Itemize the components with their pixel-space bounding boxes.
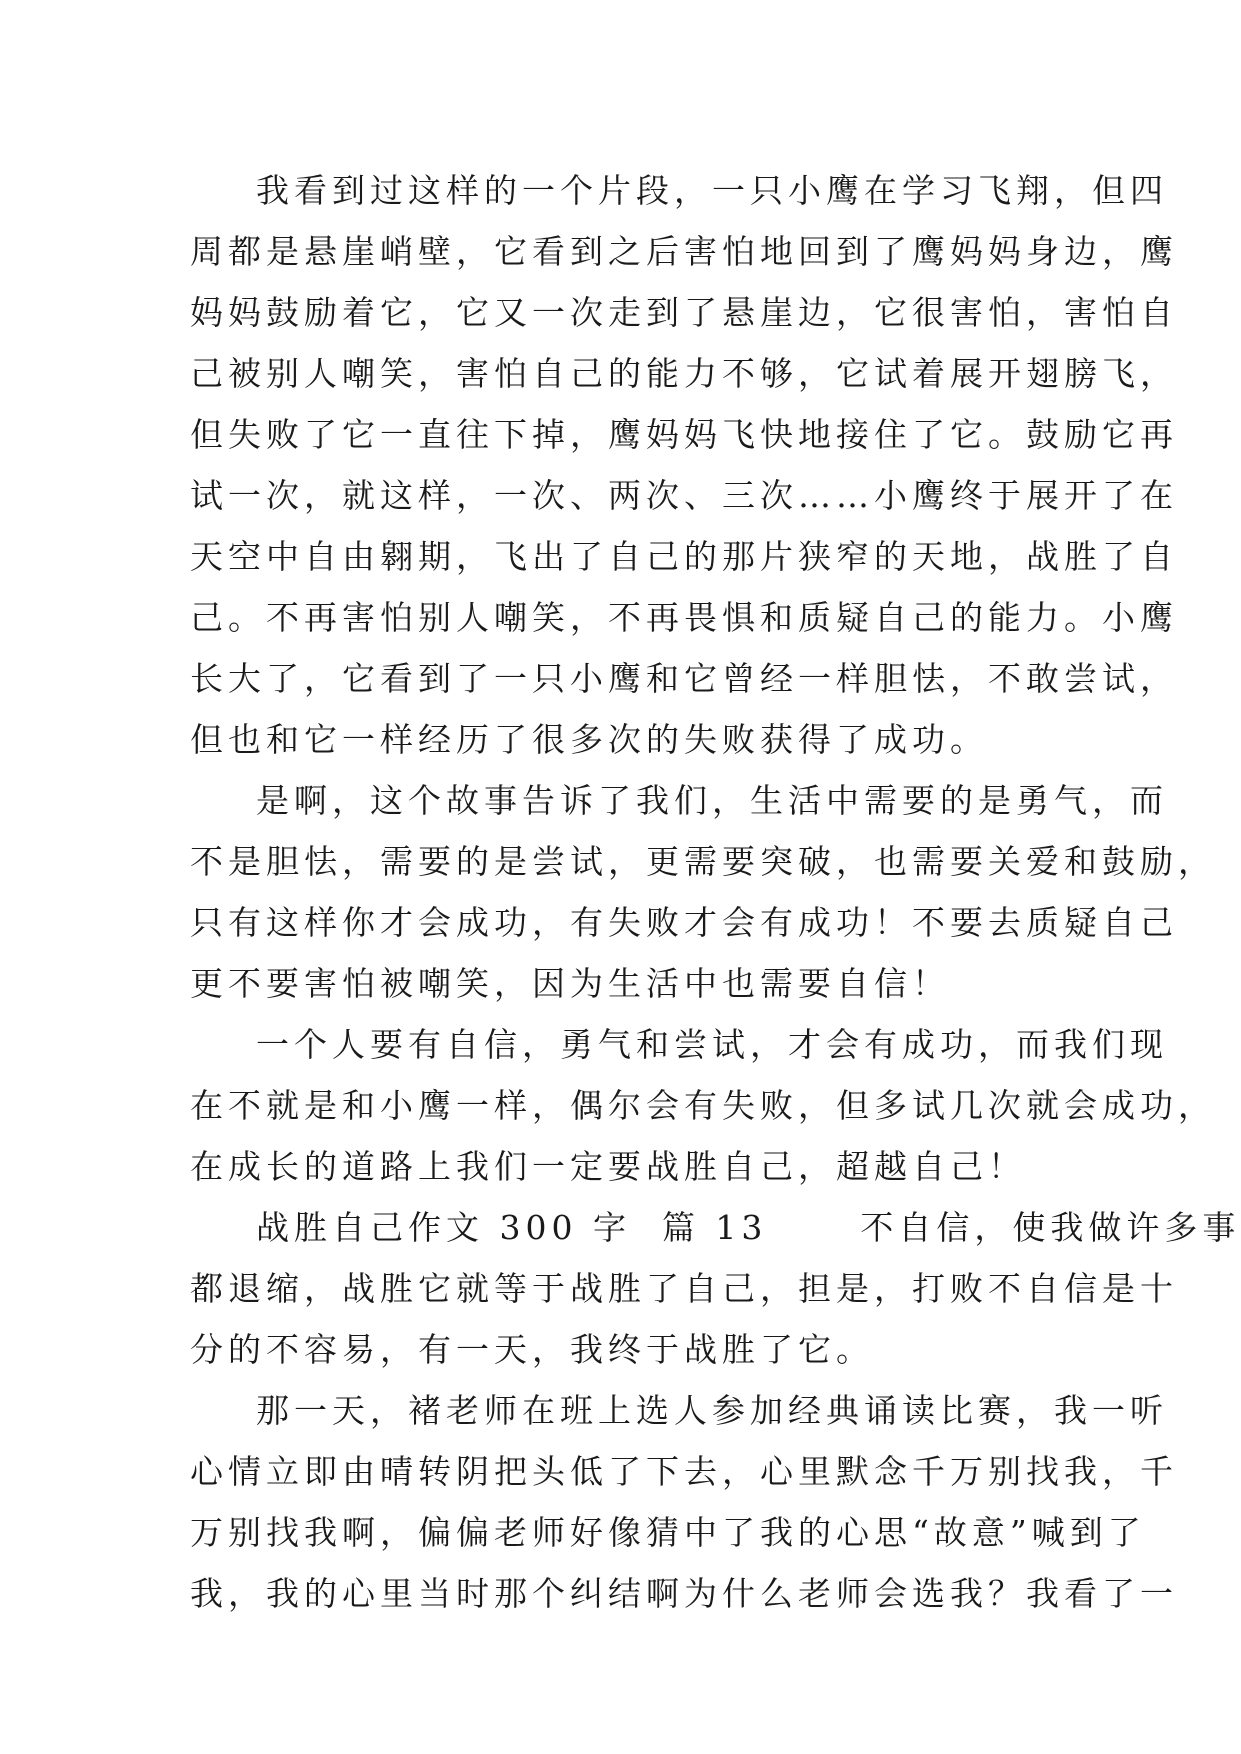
text-line: 一个人要有自信，勇气和尝试，才会有成功，而我们现 bbox=[256, 1025, 1168, 1064]
text-line: 妈妈鼓励着它，它又一次走到了悬崖边，它很害怕，害怕自 bbox=[190, 293, 1178, 332]
text-line: 更不要害怕被嘲笑，因为生活中也需要自信！ bbox=[190, 964, 950, 1003]
text-line: 己。不再害怕别人嘲笑，不再畏惧和质疑自己的能力。小鹰 bbox=[190, 598, 1178, 637]
text-line: 分的不容易，有一天，我终于战胜了它。 bbox=[190, 1330, 874, 1369]
text-line: 天空中自由翱期，飞出了自己的那片狭窄的天地，战胜了自 bbox=[190, 537, 1178, 576]
paragraph-confidence bbox=[190, 1014, 1216, 1197]
text-line: 我，我的心里当时那个纠结啊为什么老师会选我？我看了一 bbox=[190, 1574, 1178, 1613]
paragraph-lesson bbox=[190, 770, 1216, 1014]
text-line: 不是胆怯，需要的是尝试，更需要突破，也需要关爱和鼓励， bbox=[190, 842, 1216, 881]
text-line: 但失败了它一直往下掉，鹰妈妈飞快地接住了它。鼓励它再 bbox=[190, 415, 1178, 454]
text-line: 只有这样你才会成功，有失败才会有成功！不要去质疑自己 bbox=[190, 903, 1178, 942]
text-line: 万别找我啊，偏偏老师好像猜中了我的心思“故意”喊到了 bbox=[190, 1513, 1146, 1552]
text-line: 在不就是和小鹰一样，偶尔会有失败，但多试几次就会成功， bbox=[190, 1086, 1216, 1125]
text-line: 试一次，就这样，一次、两次、三次……小鹰终于展开了在 bbox=[190, 476, 1178, 515]
text-line: 是啊，这个故事告诉了我们，生活中需要的是勇气，而 bbox=[256, 781, 1168, 820]
text-line: 己被别人嘲笑，害怕自己的能力不够，它试着展开翅膀飞， bbox=[190, 354, 1178, 393]
text-line: 心情立即由晴转阴把头低了下去，心里默念千万别找我，千 bbox=[190, 1452, 1178, 1491]
text-line: 战胜自己作文 300 字 篇 13 不自信，使我做许多事 bbox=[256, 1208, 1241, 1247]
text-line: 但也和它一样经历了很多次的失败获得了成功。 bbox=[190, 720, 988, 759]
text-line: 周都是悬崖峭壁，它看到之后害怕地回到了鹰妈妈身边，鹰 bbox=[190, 232, 1178, 271]
text-line: 在成长的道路上我们一定要战胜自己，超越自己！ bbox=[190, 1147, 1026, 1186]
text-line: 长大了，它看到了一只小鹰和它曾经一样胆怯，不敢尝试， bbox=[190, 659, 1178, 698]
paragraph-essay-13-intro bbox=[190, 1197, 1241, 1380]
paragraph-that-day bbox=[190, 1380, 1178, 1624]
document-page bbox=[190, 160, 1241, 1624]
text-line: 我看到过这样的一个片段，一只小鹰在学习飞翔，但四 bbox=[256, 171, 1168, 210]
text-line: 都退缩，战胜它就等于战胜了自己，担是，打败不自信是十 bbox=[190, 1269, 1178, 1308]
text-line: 那一天，褚老师在班上选人参加经典诵读比赛，我一听 bbox=[256, 1391, 1168, 1430]
paragraph-eagle-story bbox=[190, 160, 1178, 770]
